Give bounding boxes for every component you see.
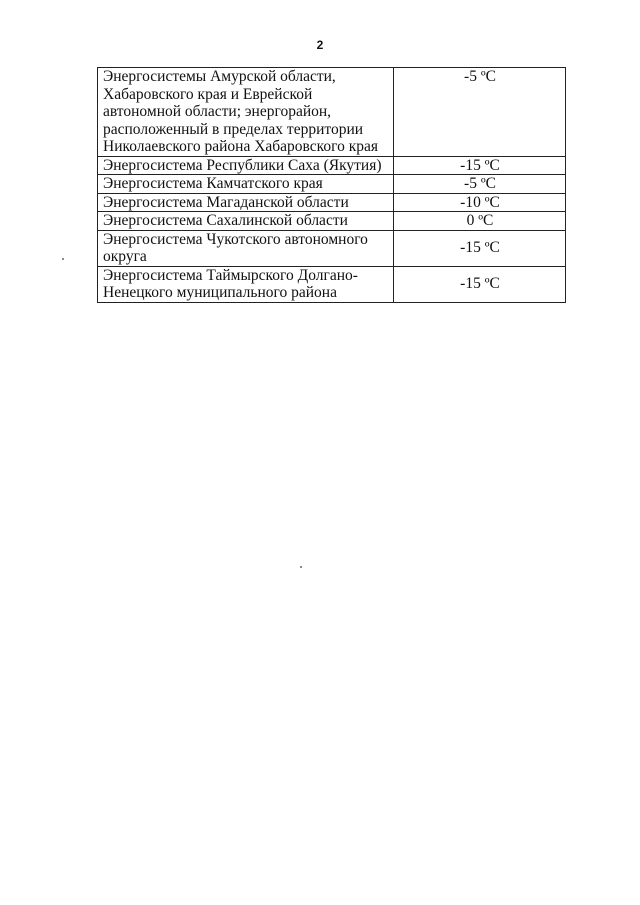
temperature-cell: 0 ºC bbox=[394, 212, 566, 231]
table-row bbox=[98, 230, 566, 266]
region-name-cell: Энергосистема Сахалинской области bbox=[98, 212, 394, 231]
region-name-cell: Энергосистема Таймырского Долгано- Ненецкого муниципального района bbox=[98, 266, 394, 302]
temperature-cell: -15 ºC bbox=[394, 156, 566, 175]
temperature-cell: -5 ºC bbox=[394, 175, 566, 194]
temperature-table bbox=[97, 67, 566, 303]
table-row bbox=[98, 175, 566, 194]
temperature-cell: -5 ºC bbox=[394, 68, 566, 157]
temperature-cell: -15 ºC bbox=[394, 230, 566, 266]
page-number: 2 bbox=[316, 38, 324, 52]
region-name-cell: Энергосистемы Амурской области, Хабаровского края и Еврейской автономной области; энергорайон, расположенный в пределах территории Николаевского района Хабаровского края bbox=[98, 68, 394, 157]
scan-speck bbox=[62, 258, 64, 260]
table-row bbox=[98, 212, 566, 231]
table-row bbox=[98, 266, 566, 302]
region-name-cell: Энергосистема Магаданской области bbox=[98, 193, 394, 212]
table-row bbox=[98, 193, 566, 212]
table-row bbox=[98, 156, 566, 175]
temperature-cell: -10 ºC bbox=[394, 193, 566, 212]
scan-speck bbox=[300, 566, 302, 568]
region-name-cell: Энергосистема Республики Саха (Якутия) bbox=[98, 156, 394, 175]
table-row bbox=[98, 68, 566, 157]
region-name-cell: Энергосистема Камчатского края bbox=[98, 175, 394, 194]
region-name-cell: Энергосистема Чукотского автономного округа bbox=[98, 230, 394, 266]
temperature-cell: -15 ºC bbox=[394, 266, 566, 302]
